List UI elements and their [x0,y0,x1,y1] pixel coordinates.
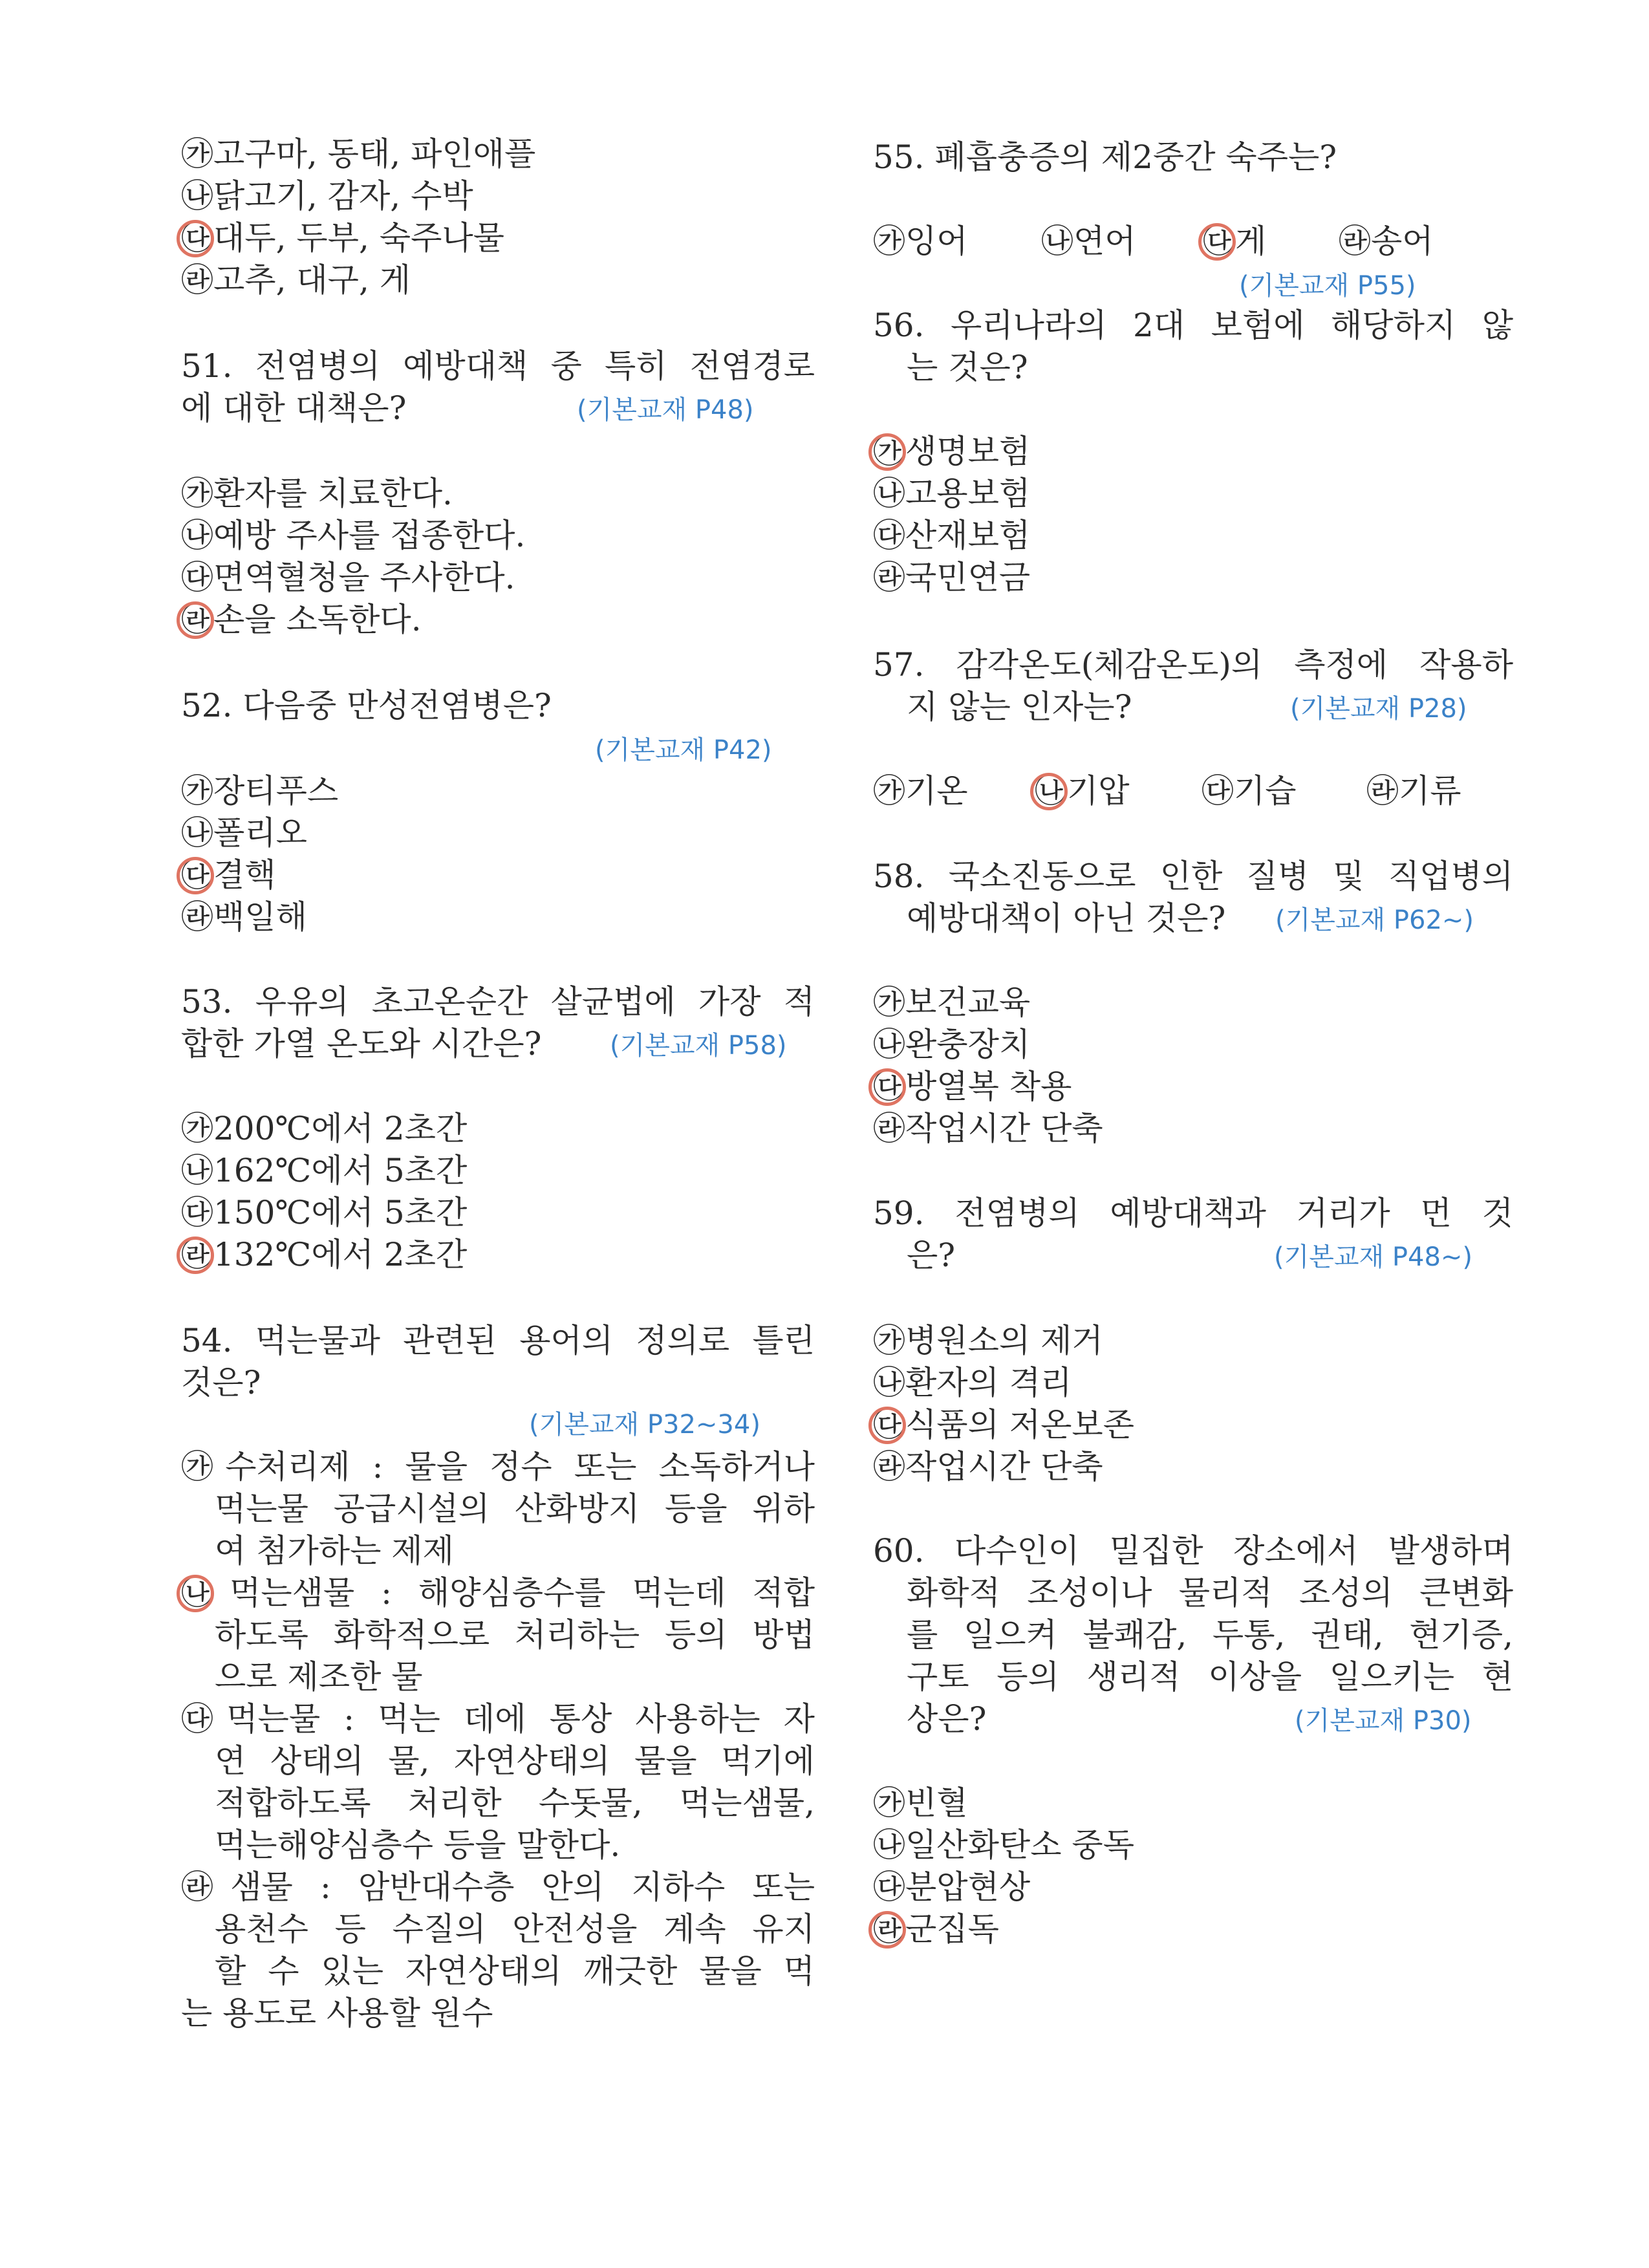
option-d: ㉱손을 소독한다. [181,601,422,638]
question-text: 를 일으켜 불쾌감, 두통, 권태, 현기증, [907,1616,1513,1654]
question-text: 58. 국소진동으로 인한 질병 및 직업병의 [873,858,1513,895]
answer-circle [1198,223,1236,261]
option-a: ㉮빈혈 [873,1784,968,1822]
answer-circle [177,220,214,257]
option-c: ㉰식품의 저온보존 [873,1406,1134,1443]
option-c: ㉰산재보험 [873,517,1031,554]
option-c: ㉰150℃에서 5초간 [181,1194,468,1231]
question-text: 52. 다음중 만성전염병은? [181,687,552,724]
question-text: 54. 먹는물과 관련된 용어의 정의로 틀린 [181,1322,815,1359]
option-a: ㉮장티푸스 [181,772,339,810]
answer-circle [868,1068,906,1106]
textbook-reference: (기본교재 P48~) [1274,1242,1473,1272]
option-d-continued: 는 용도로 사용할 원수 [181,1994,493,2032]
answer-circle [1030,773,1068,810]
option-b-continued: 하도록 화학적으로 처리하는 등의 방법 [215,1616,815,1654]
textbook-reference: (기본교재 P42) [595,735,772,765]
option-d: ㉱백일해 [181,898,307,936]
question-text: 55. 폐흡충증의 제2중간 숙주는? [873,138,1337,176]
option-a: ㉮고구마, 동태, 파인애플 [181,135,536,173]
option-d: ㉱기류 [1366,772,1461,810]
option-d: ㉱작업시간 단축 [873,1448,1103,1485]
option-b: ㉯환자의 격리 [873,1364,1072,1401]
option-c-continued: 연 상태의 물, 자연상태의 물을 먹기에 [215,1742,815,1780]
option-d: ㉱샘물 : 암반대수층 안의 지하수 또는 [181,1868,815,1906]
answer-circle [177,1575,214,1612]
option-d: ㉱송어 [1339,222,1434,260]
option-d: ㉱작업시간 단축 [873,1110,1103,1147]
option-a: ㉮200℃에서 2초간 [181,1110,468,1147]
option-b: ㉯일산화탄소 중독 [873,1826,1134,1864]
option-b-continued: 으로 제조한 물 [215,1658,423,1696]
question-text: 는 것은? [907,349,1028,386]
option-b: ㉯162℃에서 5초간 [181,1152,468,1189]
question-text: 59. 전염병의 예방대책과 거리가 먼 것 [873,1194,1513,1232]
answer-circle [177,1237,214,1274]
option-c: ㉰기습 [1202,772,1297,810]
answer-circle [177,857,214,894]
option-b: ㉯예방 주사를 접종한다. [181,517,526,554]
option-c: ㉰결핵 [181,856,276,894]
question-text: 합한 가열 온도와 시간은? [181,1025,542,1063]
textbook-reference: (기본교재 P32~34) [529,1410,760,1440]
option-a-continued: 먹는물 공급시설의 산화방지 등을 위하 [215,1490,815,1528]
option-b: ㉯먹는샘물 : 해양심층수를 먹는데 적합 [181,1574,815,1612]
textbook-reference: (기본교재 P55) [1239,271,1416,301]
option-c: ㉰먹는물 : 먹는 데에 통상 사용하는 자 [181,1700,815,1738]
option-c-continued: 적합하도록 처리한 수돗물, 먹는샘물, [215,1784,815,1822]
textbook-reference: (기본교재 P30) [1295,1706,1472,1736]
question-text: 57. 감각온도(체감온도)의 측정에 작용하 [873,646,1513,684]
question-text: 51. 전염병의 예방대책 중 특히 전염경로 [181,347,815,385]
option-a-continued: 여 첨가하는 제제 [215,1532,454,1570]
textbook-reference: (기본교재 P62~) [1275,905,1474,935]
textbook-reference: (기본교재 P58) [610,1031,787,1061]
question-text: 60. 다수인이 밀집한 장소에서 발생하며 [873,1532,1513,1570]
option-d: ㉱군집독 [873,1910,999,1948]
question-text: 구토 등의 생리적 이상을 일으키는 현 [907,1658,1513,1696]
question-text: 지 않는 인자는? [907,688,1132,726]
answer-circle [868,1911,906,1949]
option-b: ㉯연어 [1041,222,1136,260]
question-text: 것은? [181,1364,261,1401]
question-text: 화학적 조성이나 물리적 조성의 큰변화 [907,1574,1513,1612]
question-text: 에 대한 대책은? [181,389,407,427]
option-c: ㉰대두, 두부, 숙주나물 [181,219,504,257]
option-d-continued: 용천수 등 수질의 안전성을 계속 유지 [215,1910,815,1948]
option-c: ㉰방열복 착용 [873,1068,1072,1105]
option-d: ㉱고추, 대구, 게 [181,261,411,299]
answer-circle [868,433,906,471]
option-b: ㉯닭고기, 감자, 수박 [181,177,473,215]
option-a: ㉮수처리제 : 물을 정수 또는 소독하거나 [181,1448,815,1485]
option-d-continued: 할 수 있는 자연상태의 깨긋한 물을 먹 [215,1952,815,1990]
option-c-continued: 먹는해양심층수 등을 말한다. [215,1826,621,1864]
question-text: 은? [907,1237,956,1274]
option-b: ㉯고용보험 [873,475,1031,512]
option-b: ㉯기압 [1035,772,1130,810]
option-d: ㉱국민연금 [873,559,1031,596]
option-a: ㉮보건교육 [873,984,1031,1021]
option-b: ㉯폴리오 [181,814,307,852]
option-c: ㉰면역혈청을 주사한다. [181,559,515,596]
option-d: ㉱132℃에서 2초간 [181,1236,468,1273]
answer-circle [177,601,214,639]
option-a: ㉮생명보험 [873,433,1031,470]
question-text: 예방대책이 아닌 것은? [907,900,1226,937]
option-c: ㉰분압현상 [873,1868,1031,1906]
answer-circle [868,1407,906,1444]
option-c: ㉰게 [1203,222,1267,260]
option-b: ㉯완충장치 [873,1026,1031,1063]
question-text: 56. 우리나라의 2대 보험에 해당하지 않 [873,307,1513,344]
textbook-reference: (기본교재 P28) [1290,694,1467,724]
option-a: ㉮병원소의 제거 [873,1322,1103,1359]
option-a: ㉮환자를 치료한다. [181,475,453,512]
question-text: 53. 우유의 초고온순간 살균법에 가장 적 [181,983,815,1021]
option-a: ㉮잉어 [873,222,968,260]
option-a: ㉮기온 [873,772,968,810]
question-text: 상은? [907,1700,987,1738]
textbook-reference: (기본교재 P48) [577,395,754,425]
